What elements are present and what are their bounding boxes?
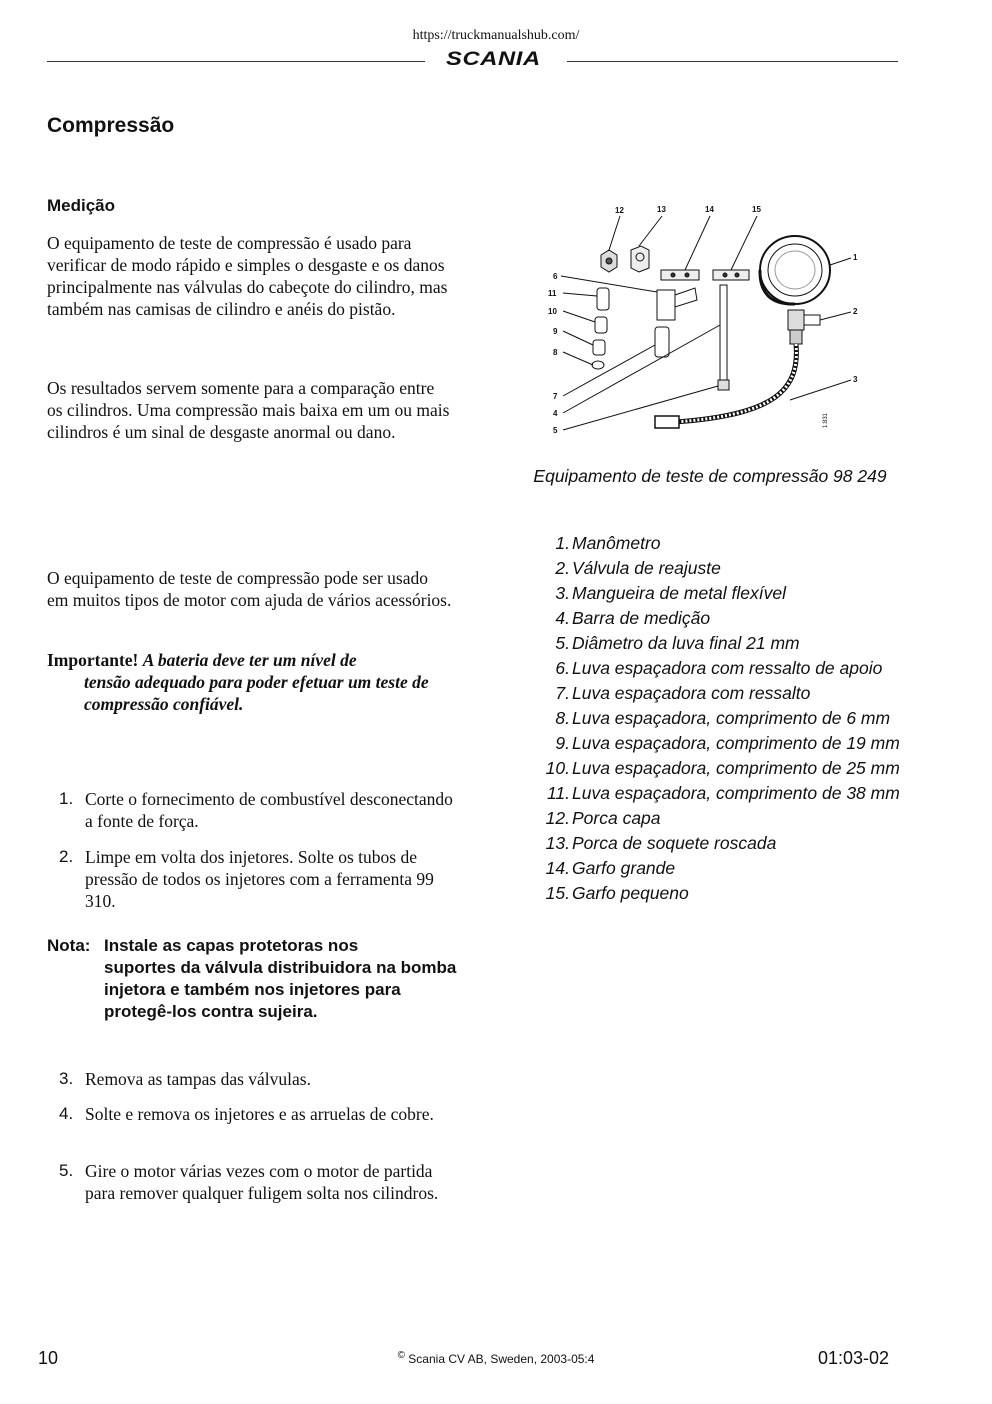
figure-caption: Equipamento de teste de compressão 98 249 (533, 466, 887, 486)
legend-number: 7. (555, 683, 570, 703)
legend-text: Barra de medição (572, 608, 711, 628)
section-title: Medição (47, 196, 116, 215)
source-url: https://truckmanualshub.com/ (412, 28, 580, 43)
step-number: 1. (59, 789, 74, 808)
legend-text: Luva espaçadora, comprimento de 19 mm (572, 733, 900, 753)
legend-text: Mangueira de metal flexível (572, 583, 786, 603)
svg-text:5: 5 (553, 426, 558, 435)
legend-item (527, 607, 907, 629)
legend-number: 8. (555, 708, 570, 728)
legend-text: Manômetro (572, 533, 661, 553)
svg-text:3: 3 (853, 375, 858, 384)
legend-number: 1. (555, 533, 570, 553)
svg-text:13: 13 (657, 205, 666, 214)
svg-text:11: 11 (548, 289, 557, 298)
legend-item (527, 557, 907, 579)
legend-text: Porca capa (572, 808, 661, 828)
legend-item (527, 732, 907, 754)
legend-number: 15. (545, 883, 570, 903)
legend-item (527, 532, 907, 554)
legend-item (527, 832, 907, 854)
header-rule-left (47, 61, 425, 62)
step-text: Limpe em volta dos injetores. Solte os tubos de pressão de todos os injetores com a ferramenta 99 310. (85, 847, 434, 911)
svg-text:9: 9 (553, 327, 558, 336)
note-notice (47, 935, 457, 1023)
svg-text:12: 12 (615, 206, 624, 215)
note-text: suportes da válvula distribuidora na bomba injetora e também nos injetores para protegê-los contra sujeira. (104, 958, 457, 1021)
step-number: 2. (59, 847, 74, 866)
legend-item (527, 582, 907, 604)
legend-item (527, 632, 907, 654)
parts-legend (527, 532, 907, 907)
legend-number: 13. (545, 833, 570, 853)
legend-number: 11. (546, 783, 570, 803)
svg-text:4: 4 (553, 409, 558, 418)
legend-item (527, 682, 907, 704)
document-code: 01:03-02 (818, 1348, 890, 1368)
svg-text:1:831: 1:831 (823, 412, 829, 428)
legend-text: Diâmetro da luva final 21 mm (572, 633, 800, 653)
step-text: Solte e remova os injetores e as arruelas de cobre. (85, 1104, 434, 1124)
legend-number: 3. (555, 583, 570, 603)
paragraph-accessories: O equipamento de teste de compressão pode ser usado em muitos tipos de motor com ajuda de vários acessórios. (47, 568, 452, 610)
page-title: Compressão (47, 114, 175, 137)
step-text: Gire o motor várias vezes com o motor de partida para remover qualquer fuligem solta nos cilindros. (85, 1161, 439, 1203)
legend-text: Luva espaçadora com ressalto (572, 683, 811, 703)
legend-item (527, 857, 907, 879)
svg-text:15: 15 (752, 205, 761, 214)
legend-text: Porca de soquete roscada (572, 833, 777, 853)
legend-text: Luva espaçadora com ressalto de apoio (572, 658, 883, 678)
legend-number: 4. (555, 608, 570, 628)
step-number: 3. (59, 1069, 74, 1088)
legend-item (527, 707, 907, 729)
legend-number: 5. (555, 633, 570, 653)
step-text: Remova as tampas das válvulas. (85, 1069, 311, 1089)
step-number: 4. (59, 1104, 74, 1123)
legend-text: Luva espaçadora, comprimento de 25 mm (572, 758, 900, 778)
legend-text: Luva espaçadora, comprimento de 6 mm (572, 708, 891, 728)
step-item (47, 1160, 457, 1204)
step-number: 5. (59, 1161, 74, 1180)
legend-number: 10. (545, 758, 570, 778)
compression-tester-figure (545, 200, 875, 445)
paragraph-intro: O equipamento de teste de compressão é usado para verificar de modo rápido e simples o desgaste e os danos principalmente nas válvulas do cabeçote do cilindro, mas também nas camisas de cilindro e anéis do pistão. (47, 233, 448, 319)
important-notice (47, 649, 452, 715)
paragraph-results: Os resultados servem somente para a comparação entre os cilindros. Uma compressão mais baixa em um ou mais cilindros é um sinal de desgaste anormal ou dano. (47, 378, 450, 442)
copyright-symbol: © (397, 1350, 405, 1361)
step-item (47, 788, 457, 832)
step-item (47, 1068, 457, 1090)
legend-text: Garfo pequeno (572, 883, 689, 903)
legend-number: 9. (555, 733, 570, 753)
legend-item (527, 757, 907, 779)
note-first-line: Instale as capas protetoras nos (104, 936, 359, 955)
legend-number: 14. (545, 858, 570, 878)
copyright-text: Scania CV AB, Sweden, 2003-05:4 (408, 1352, 595, 1366)
legend-item (527, 882, 907, 904)
important-first-line: A bateria deve ter um nível de (142, 650, 357, 670)
scania-logo: SCANIA (446, 49, 541, 70)
legend-item (527, 657, 907, 679)
svg-text:1: 1 (853, 253, 858, 262)
legend-text: Válvula de reajuste (572, 558, 721, 578)
legend-number: 12. (545, 808, 570, 828)
important-label: Importante! (47, 650, 139, 670)
svg-text:14: 14 (705, 205, 714, 214)
svg-text:8: 8 (553, 348, 558, 357)
legend-item (527, 807, 907, 829)
legend-number: 6. (555, 658, 570, 678)
note-label: Nota: (47, 936, 91, 955)
step-text: Corte o fornecimento de combustível desconectando a fonte de força. (85, 789, 453, 831)
legend-number: 2. (555, 558, 570, 578)
step-item (47, 846, 457, 912)
page-number: 10 (38, 1348, 59, 1368)
legend-text: Garfo grande (572, 858, 676, 878)
svg-text:6: 6 (553, 272, 558, 281)
svg-text:10: 10 (548, 307, 557, 316)
header-rule-right (567, 61, 898, 62)
svg-text:2: 2 (853, 307, 858, 316)
svg-text:7: 7 (553, 392, 558, 401)
legend-text: Luva espaçadora, comprimento de 38 mm (572, 783, 900, 803)
step-item (47, 1103, 457, 1125)
legend-item (527, 782, 907, 804)
important-text: tensão adequado para poder efetuar um teste de compressão confiável. (84, 672, 429, 714)
